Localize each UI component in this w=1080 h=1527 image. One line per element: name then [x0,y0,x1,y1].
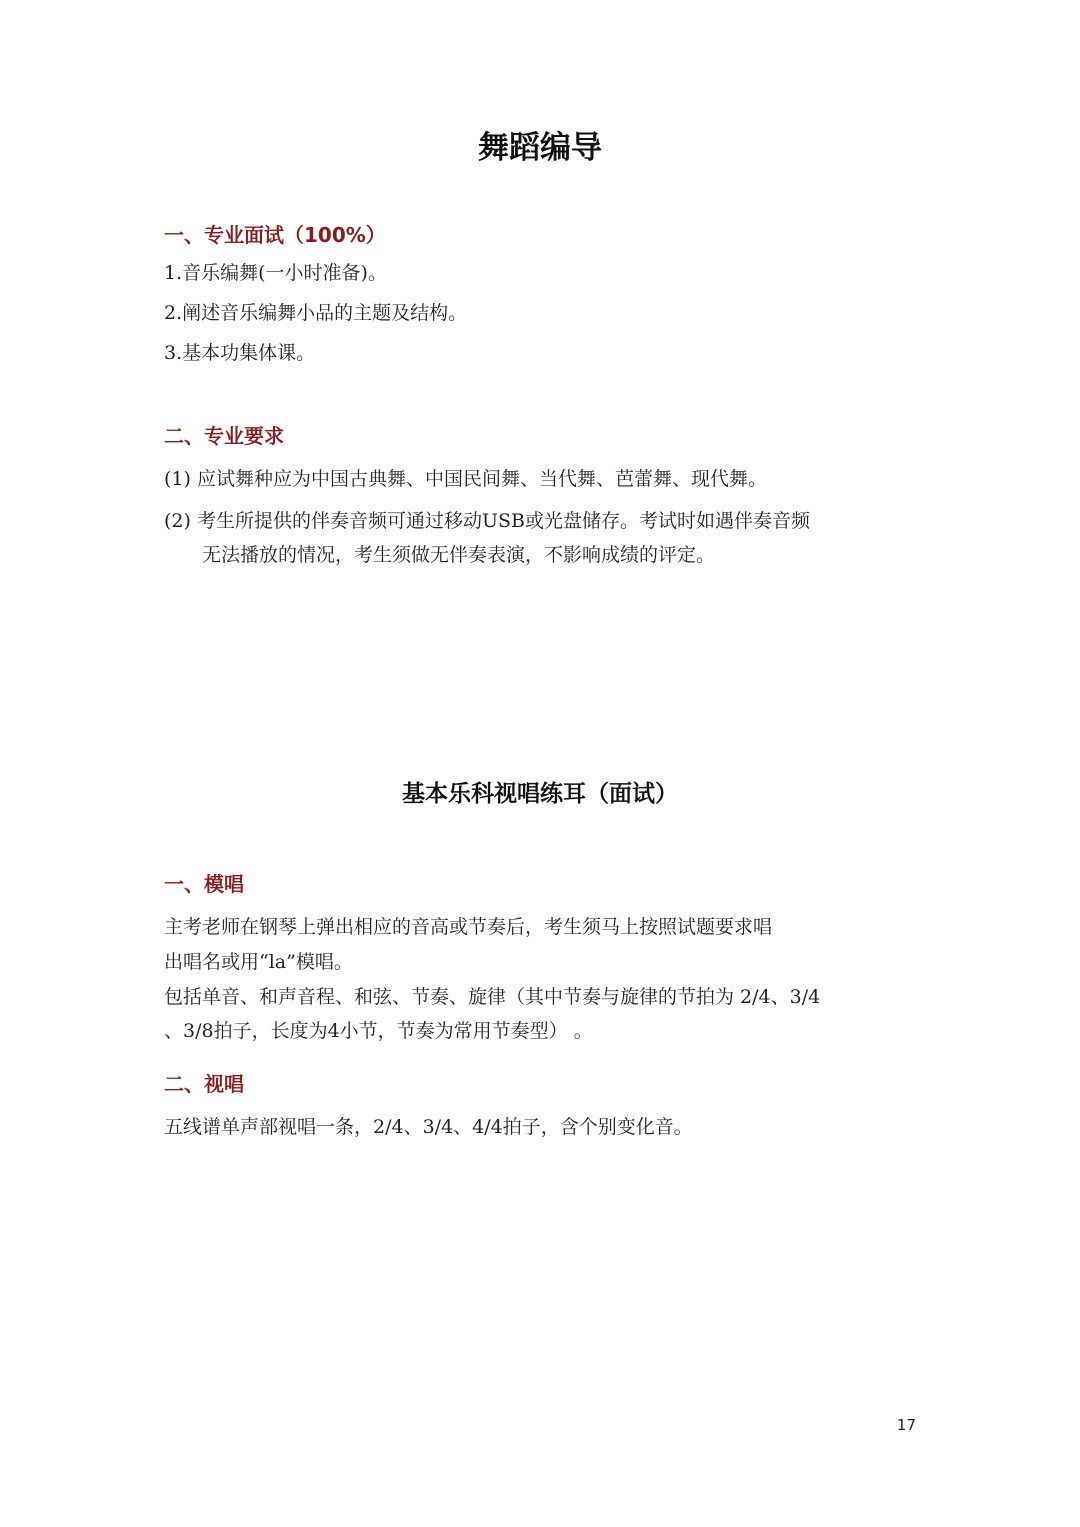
paragraph-line: 五线谱单声部视唱一条，2/4、3/4、4/4拍子，含个别变化音。 [164,1116,693,1138]
paragraph-line: 包括单音、和声音程、和弦、节奏、旋律（其中节奏与旋律的节拍为 2/4、3/4 [164,986,821,1008]
list-item: 1.音乐编舞(一小时准备)。 [164,262,387,284]
section-heading-imitation: 一、模唱 [164,872,244,896]
list-item: 2.阐述音乐编舞小品的主题及结构。 [164,302,468,324]
paragraph-line: 主考老师在钢琴上弹出相应的音高或节奏后，考生须马上按照试题要求唱 [164,916,773,938]
list-item: 3.基本功集体课。 [164,342,316,364]
list-item: (2) 考生所提供的伴奏音频可通过移动USB或光盘储存。考试时如遇伴奏音频 [164,510,810,532]
list-item: (1) 应试舞种应为中国古典舞、中国民间舞、当代舞、芭蕾舞、现代舞。 [164,468,767,490]
page-number: 17 [896,1416,916,1434]
section-heading-requirements: 二、专业要求 [164,424,284,448]
paragraph-line: 出唱名或用“la”模唱。 [164,951,353,973]
section-heading-interview: 一、专业面试（100%） [164,223,386,247]
section-title-solfege: 基本乐科视唱练耳（面试） [402,781,678,807]
section-heading-sight-singing: 二、视唱 [164,1072,244,1096]
list-item-continuation: 无法播放的情况，考生须做无伴奏表演，不影响成绩的评定。 [202,544,716,566]
page-title: 舞蹈编导 [478,130,602,166]
paragraph-line: 、3/8拍子，长度为4小节，节奏为常用节奏型） 。 [164,1020,593,1042]
